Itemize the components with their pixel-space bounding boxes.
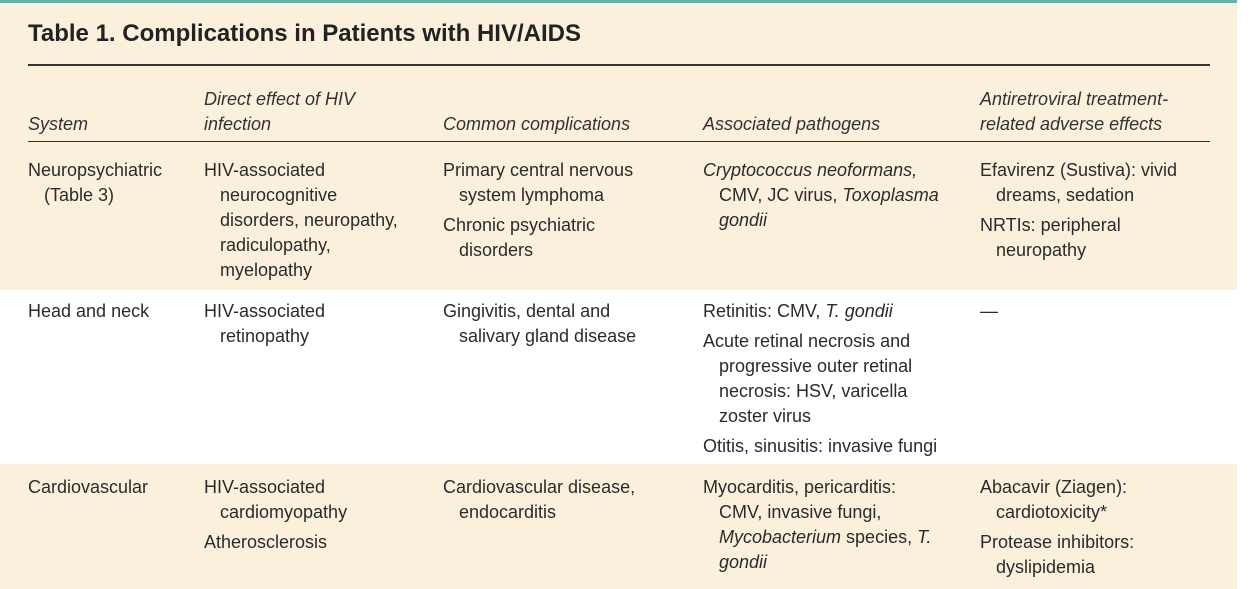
list-item: NRTIs: peripheral neuropathy	[980, 215, 1121, 260]
cell-system: Cardiovascular	[28, 477, 149, 497]
list-item: Abacavir (Ziagen): cardiotoxicity*	[980, 477, 1128, 522]
list-item: Otitis, sinusitis: invasive fungi	[703, 436, 938, 456]
list-item: Primary central nervous system lymphoma	[443, 160, 634, 205]
cell-treatment-effects	[980, 158, 1195, 263]
table-title: Table 1. Complications in Patients with HIV/AIDS	[28, 20, 581, 47]
cell-direct-effect	[204, 475, 384, 555]
italic-term: Toxoplasma gondii	[719, 185, 939, 230]
list-item: Acute retinal necrosis and progressive outer retinal necrosis: HSV, varicella zoster virus	[703, 331, 913, 426]
cell-complications	[443, 475, 658, 525]
header-system: System	[28, 114, 89, 134]
header-divider	[28, 141, 1210, 142]
list-item: Atherosclerosis	[204, 532, 328, 552]
cell-system: Head and neck	[28, 301, 150, 321]
cell-treatment-effects	[980, 299, 1210, 324]
italic-term: Cryptococcus neoformans,	[703, 160, 918, 180]
cell-complications	[443, 299, 658, 349]
list-item: Efavirenz (Sustiva): vivid dreams, sedation	[980, 160, 1178, 205]
cell-system: Neuropsychiatric (Table 3)	[28, 160, 163, 205]
header-associated-pathogens: Associated pathogens	[703, 114, 881, 134]
cell-pathogens	[703, 158, 958, 233]
list-item: Cardiovascular disease, endocarditis	[443, 477, 636, 522]
list-item: HIV-associated neurocognitive disorders, neuropathy, radiculopathy, myelopathy	[204, 160, 398, 280]
cell-pathogens	[703, 299, 958, 459]
title-divider	[28, 64, 1210, 66]
list-item: Retinitis: CMV, T. gondii	[703, 301, 893, 321]
cell-direct-effect	[204, 299, 384, 349]
header-treatment-effects: Antiretroviral treatment-related adverse effects	[980, 89, 1169, 134]
list-item: —	[980, 301, 998, 321]
list-item: Protease inhibitors: dyslipidemia	[980, 532, 1135, 577]
header-direct-effect: Direct effect of HIV infection	[204, 89, 356, 134]
list-item: Myocarditis, pericarditis: CMV, invasive fungi, Mycobacterium species, T. gondii	[703, 477, 932, 572]
cell-direct-effect	[204, 158, 419, 283]
italic-term: T. gondii	[825, 301, 893, 321]
header-common-complications: Common complications	[443, 114, 631, 134]
italic-term: Mycobacterium	[719, 527, 842, 547]
list-item: HIV-associated cardiomyopathy	[204, 477, 348, 522]
cell-complications	[443, 158, 658, 263]
cell-treatment-effects	[980, 475, 1175, 580]
list-item: HIV-associated retinopathy	[204, 301, 326, 346]
list-item: Gingivitis, dental and salivary gland disease	[443, 301, 637, 346]
cell-pathogens	[703, 475, 933, 575]
italic-term: T. gondii	[719, 527, 932, 572]
list-item: Chronic psychiatric disorders	[443, 215, 596, 260]
list-item: Cryptococcus neoformans, CMV, JC virus, Toxoplasma gondii	[703, 160, 939, 230]
